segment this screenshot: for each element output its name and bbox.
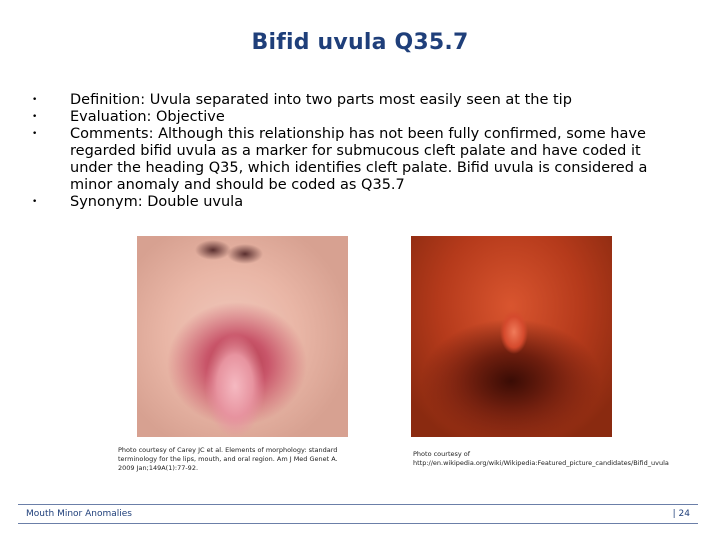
photo-caption-1: Photo courtesy of Carey JC et al. Elements of morphology: standard terminology for the lips, mouth, and oral region. Am J Med Genet A. 2009 Jan;149A(1):77-92. xyxy=(118,446,338,472)
bullet-item-evaluation xyxy=(32,109,662,126)
slide-footer xyxy=(18,504,698,524)
bullet-item-definition xyxy=(32,92,662,109)
bullet-list xyxy=(32,92,662,211)
bullet-text: Comments: Although this relationship has not been fully confirmed, some have regarded bifid uvula as a marker for submucous cleft palate and have coded it under the heading Q35, which identifies cleft palate. Bifid uvula is considered a minor anomaly and should be coded as Q35.7 xyxy=(70,126,648,193)
slide-title: Bifid uvula Q35.7 xyxy=(251,30,469,55)
footer-section-title: Mouth Minor Anomalies xyxy=(26,509,132,519)
page-number: | 24 xyxy=(672,509,690,519)
bullet-item-synonym xyxy=(32,194,662,211)
bullet-dot: • xyxy=(32,197,38,207)
bullet-text: Evaluation: Objective xyxy=(70,109,225,125)
bullet-dot: • xyxy=(32,129,38,139)
photo-caption-2: Photo courtesy of http://en.wikipedia.org/wiki/Wikipedia:Featured_picture_candidates/Bifid_uvula xyxy=(413,450,669,467)
bullet-text: Synonym: Double uvula xyxy=(70,194,244,210)
photo-bifid-uvula-closeup xyxy=(411,236,612,437)
bullet-dot: • xyxy=(32,95,38,105)
bullet-item-comments xyxy=(32,126,662,194)
bullet-text: Definition: Uvula separated into two parts most easily seen at the tip xyxy=(70,92,572,108)
photo-open-mouth-bifid-uvula xyxy=(137,236,348,437)
bullet-dot: • xyxy=(32,112,38,122)
